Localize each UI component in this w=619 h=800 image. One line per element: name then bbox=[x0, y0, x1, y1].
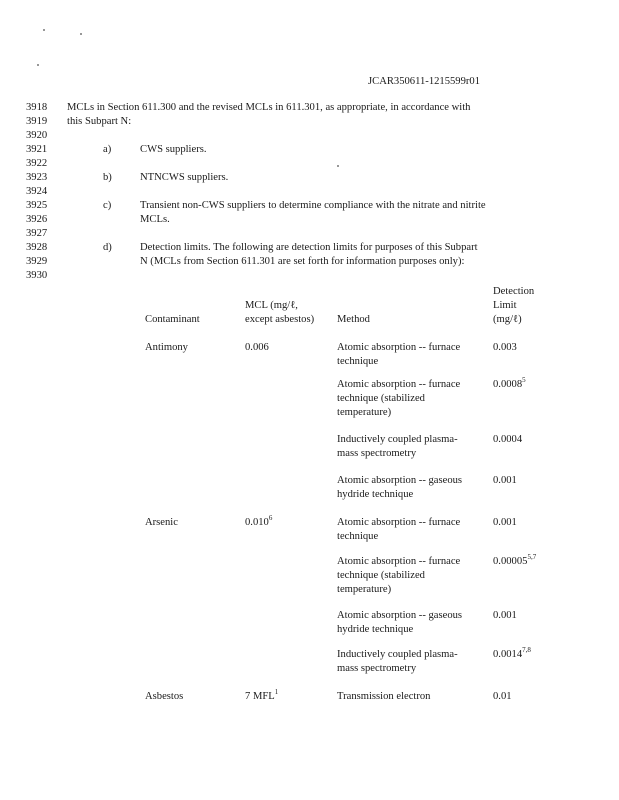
line-number: 3926 bbox=[26, 214, 48, 225]
item-text: CWS suppliers. bbox=[140, 144, 207, 155]
cell-contaminant: Arsenic bbox=[145, 517, 178, 528]
line-number: 3922 bbox=[26, 158, 48, 169]
cell-method: Atomic absorption -- furnace bbox=[337, 379, 461, 390]
intro-line: MCLs in Section 611.300 and the revised MCLs in 611.301, as appropriate, in accordance with bbox=[67, 102, 471, 113]
scan-speck bbox=[37, 64, 39, 66]
cell-method: technique bbox=[337, 356, 379, 367]
cell-method: Atomic absorption -- gaseous bbox=[337, 475, 463, 486]
item-text: NTNCWS suppliers. bbox=[140, 172, 229, 183]
cell-method: Atomic absorption -- furnace bbox=[337, 342, 461, 353]
line-number: 3925 bbox=[26, 200, 48, 211]
cell-method: technique (stabilized bbox=[337, 393, 425, 404]
cell-limit: 0.0014$^{7,8}$ bbox=[493, 646, 531, 660]
item-letter: d) bbox=[103, 242, 112, 253]
cell-contaminant: Asbestos bbox=[145, 691, 184, 702]
line-number: 3920 bbox=[26, 130, 48, 141]
line-number: 3927 bbox=[26, 228, 48, 239]
cell-limit: 0.0004 bbox=[493, 434, 523, 445]
footnote-ref: 5 bbox=[522, 376, 526, 384]
footnote-ref: 1 bbox=[274, 688, 279, 696]
cell-method: Inductively coupled plasma- bbox=[337, 434, 458, 445]
cell-mcl: 0.006 bbox=[245, 342, 269, 353]
cell-limit: 0.01 bbox=[493, 691, 512, 702]
header-contaminant: Contaminant bbox=[145, 314, 200, 325]
intro-line: this Subpart N: bbox=[67, 116, 132, 127]
item-text: MCLs. bbox=[140, 214, 170, 225]
cell-method: Atomic absorption -- gaseous bbox=[337, 610, 463, 621]
item-text: N (MCLs from Section 611.301 are set forth for information purposes only): bbox=[140, 256, 465, 267]
cell-limit: 0.001 bbox=[493, 610, 517, 621]
header-mcl: except asbestos) bbox=[245, 314, 315, 325]
cell-limit: 0.00005$^{5,7}$ bbox=[493, 553, 537, 567]
cell-limit: 0.001 bbox=[493, 517, 517, 528]
cell-mcl: 7 MFL$^1$ bbox=[245, 688, 279, 702]
footnote-ref: 5,7 bbox=[527, 553, 537, 561]
line-number: 3921 bbox=[26, 144, 48, 155]
header-detection-limit: Limit bbox=[493, 300, 517, 311]
document-code: JCAR350611-1215599r01 bbox=[368, 76, 481, 87]
header-mcl: MCL (mg/ℓ, bbox=[245, 300, 298, 311]
cell-method: Inductively coupled plasma- bbox=[337, 649, 458, 660]
cell-limit: 0.001 bbox=[493, 475, 517, 486]
scan-speck bbox=[43, 29, 45, 31]
scan-speck bbox=[337, 165, 339, 167]
cell-contaminant: Antimony bbox=[145, 342, 188, 353]
header-detection-limit: Detection bbox=[493, 286, 535, 297]
line-number: 3930 bbox=[26, 270, 48, 281]
item-text: Detection limits. The following are detection limits for purposes of this Subpart bbox=[140, 242, 478, 253]
item-letter: c) bbox=[103, 200, 112, 211]
cell-limit: 0.003 bbox=[493, 342, 517, 353]
line-number: 3919 bbox=[26, 116, 48, 127]
cell-method: mass spectrometry bbox=[337, 448, 417, 459]
line-number: 3929 bbox=[26, 256, 48, 267]
line-number: 3918 bbox=[26, 102, 48, 113]
cell-method: temperature) bbox=[337, 584, 392, 595]
footnote-ref: 6 bbox=[268, 514, 273, 522]
cell-method: Atomic absorption -- furnace bbox=[337, 517, 461, 528]
scan-speck bbox=[80, 33, 82, 35]
cell-method: mass spectrometry bbox=[337, 663, 417, 674]
cell-method: Transmission electron bbox=[337, 691, 431, 702]
cell-method: hydride technique bbox=[337, 489, 414, 500]
cell-limit: 0.0008$^5$ bbox=[493, 376, 526, 390]
item-letter: a) bbox=[103, 144, 112, 155]
header-detection-limit: (mg/ℓ) bbox=[493, 314, 522, 325]
line-number: 3924 bbox=[26, 186, 48, 197]
cell-method: technique (stabilized bbox=[337, 570, 425, 581]
item-text: Transient non-CWS suppliers to determine compliance with the nitrate and nitrite bbox=[140, 200, 486, 211]
line-number: 3928 bbox=[26, 242, 48, 253]
header-method: Method bbox=[337, 314, 370, 325]
cell-method: hydride technique bbox=[337, 624, 414, 635]
cell-mcl: 0.010$^6$ bbox=[245, 514, 273, 528]
cell-method: Atomic absorption -- furnace bbox=[337, 556, 461, 567]
footnote-ref: 7,8 bbox=[522, 646, 531, 654]
item-letter: b) bbox=[103, 172, 112, 183]
line-number: 3923 bbox=[26, 172, 48, 183]
cell-method: technique bbox=[337, 531, 379, 542]
cell-method: temperature) bbox=[337, 407, 392, 418]
